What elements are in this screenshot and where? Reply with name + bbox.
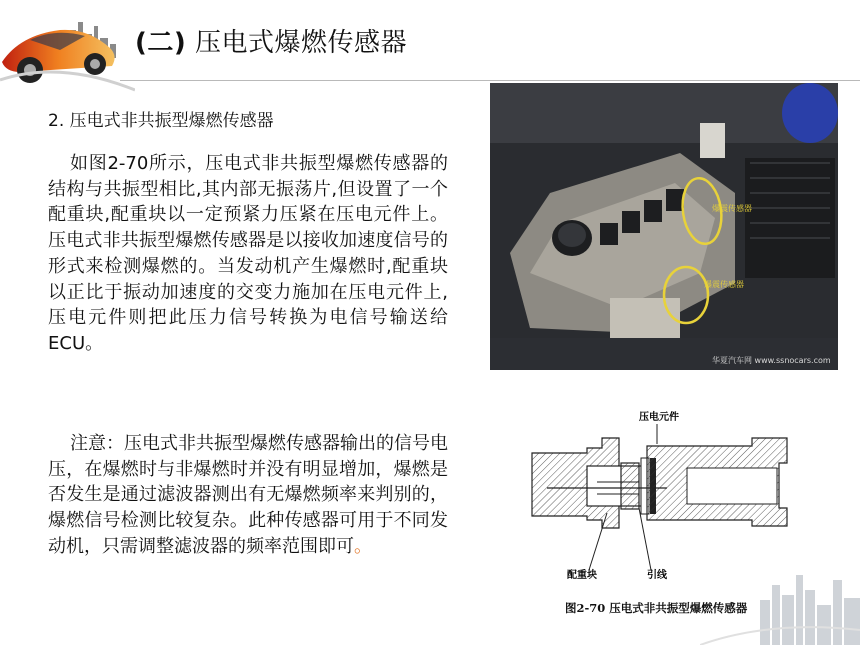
note-text: 注意：压电式非共振型爆燃传感器输出的信号电压，在爆燃时与非爆燃时并没有明显增加，爆燃是否发生是通过滤波器测出有无爆燃频率来判别的，爆燃信号检测比较复杂。此种传感器可用于不同发动机，只需调整滤波器的频率范围即可 — [48, 433, 448, 557]
cityscape-decoration — [700, 560, 860, 645]
photo-label-lower: 爆震传感器 — [704, 280, 744, 289]
page-title — [135, 22, 407, 59]
photo-watermark: 华夏汽车网 www.ssnocars.com — [712, 356, 831, 365]
label-weight-block: 配重块 — [567, 570, 597, 581]
note-end-mark: 。 — [354, 535, 372, 557]
engine-photo — [490, 83, 838, 370]
label-lead-wire: 引线 — [647, 570, 667, 581]
title-divider — [120, 80, 860, 81]
paragraph-description: 如图2-70所示，压电式非共振型爆燃传感器的结构与共振型相比,其内部无振荡片,但设置了一个配重块,配重块以一定预紧力压紧在压电元件上。压电式非共振型爆燃传感器是以接收加速度信号的形式来检测爆燃的。当发动机产生爆燃时,配重块以正比于振动加速度的交变力施加在压电元件上,压电元件则把此压力信号转换为电信号输送给ECU。 — [48, 153, 448, 354]
car-logo-image — [0, 0, 135, 95]
title-text: 压电式爆燃传感器 — [195, 28, 408, 58]
sensor-cross-section-diagram — [527, 408, 797, 583]
title-prefix: (二) — [135, 28, 187, 58]
label-piezo-element: 压电元件 — [639, 412, 679, 423]
figure-caption: 图2-70 压电式非共振型爆燃传感器 — [565, 601, 748, 615]
section-subheading: 2. 压电式非共振型爆燃传感器 — [48, 111, 274, 131]
photo-label-upper: 爆震传感器 — [712, 204, 752, 213]
paragraph-note — [48, 431, 448, 560]
